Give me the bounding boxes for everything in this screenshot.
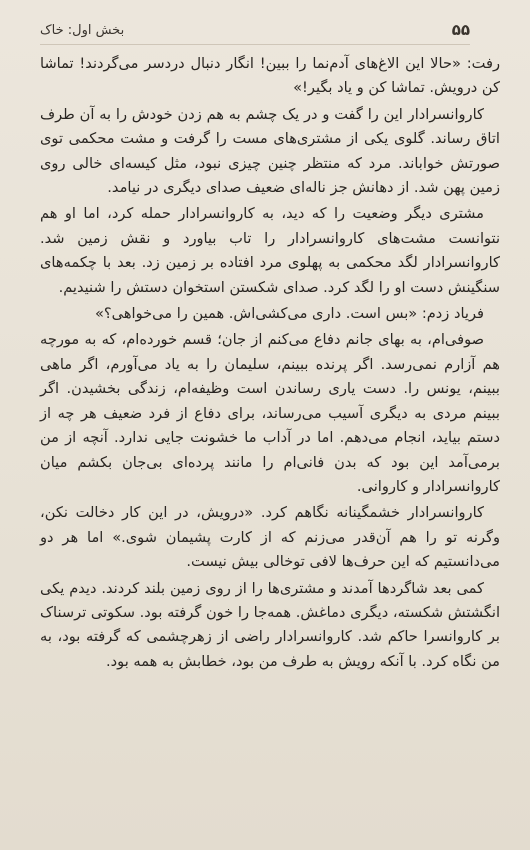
- paragraph-5: صوفی‌ام، به بهای جانم دفاع می‌کنم از جان؛ قسم خورده‌ام، که به مورچه هم آزارم نمی‌رسد. اگر پرنده ببینم، سلیمان را به یاد می‌آورم، اگر ماهی ببینم، یونس را. دست یاری رساندن است وظیفه‌ام، زندگی بخشیدن. اگر ببینم مردی به دیگری آسیب می‌رساند، برای دفاع از فرد ضعیف هر چه از دستم بیاید، انجام می‌دهم. اما در آداب ما خشونت جایی ندارد. آنچه از من برمی‌آمد این بود که بدن فانی‌ام را مانند پرده‌ای بی‌جان بکشم میان کاروانسرادار و کاروانی.: [40, 331, 500, 495]
- running-head: [40, 18, 470, 42]
- paragraph-6: کاروانسرادار خشمگینانه نگاهم کرد. «درویش، در این کار دخالت نکن، وگرنه تو را هم آن‌قدر می‌زنم که از کارت پشیمان شوی.» اما هر دو می‌دانستیم که این حرف‌ها لافی توخالی بیش نیست.: [40, 504, 500, 571]
- paragraph-4: فریاد زدم: «بس است. داری می‌کشی‌اش. همین را می‌خواهی؟»: [94, 305, 484, 323]
- header-rule: [40, 44, 470, 45]
- page-body: [40, 52, 500, 676]
- page-number: ۵۵: [451, 21, 470, 39]
- paragraph-3: مشتری دیگر وضعیت را که دید، به کاروانسرادار حمله کرد، اما او هم نتوانست مشت‌های کاروانسرادار را تاب بیاورد و نقش زمین شد. کاروانسرادار لگد محکمی به پهلوی مرد افتاده بر زمین زد. بعد با چکمه‌های سنگینش دست او را لگد کرد. صدای شکستن استخوان دستش را شنیدیم.: [40, 205, 500, 296]
- section-title: بخش اول: خاک: [40, 22, 125, 38]
- paragraph-1: رفت: «حالا این الاغ‌های آدم‌نما را ببین! انگار دنبال دردسر می‌گردند! تماشا کن درویش. تماشا کن و یاد بگیر!»: [40, 55, 500, 97]
- paragraph-7: کمی بعد شاگردها آمدند و مشتری‌ها را از روی زمین بلند کردند. دیدم یکی انگشتش شکسته، دیگری دماغش. همه‌جا را خون گرفته بود. سکوتی ترسناک بر کاروانسرا حاکم شد. کاروانسرادار راضی از زهرچشمی که گرفته بود، به من نگاه کرد. با آنکه رویش به طرف من بود، خطابش به همه بود.: [40, 579, 500, 670]
- paragraph-2: کاروانسرادار این را گفت و در یک چشم به هم زدن خودش را به آن طرف اتاق رساند. گلوی یکی از مشتری‌های مست را گرفت و مشت محکمی توی صورتش خواباند. مرد که منتظر چنین چیزی نبود، مثل کیسه‌ای خالی روی زمین پهن شد. از دهانش جز ناله‌ای ضعیف صدای دیگری در نیامد.: [40, 105, 500, 197]
